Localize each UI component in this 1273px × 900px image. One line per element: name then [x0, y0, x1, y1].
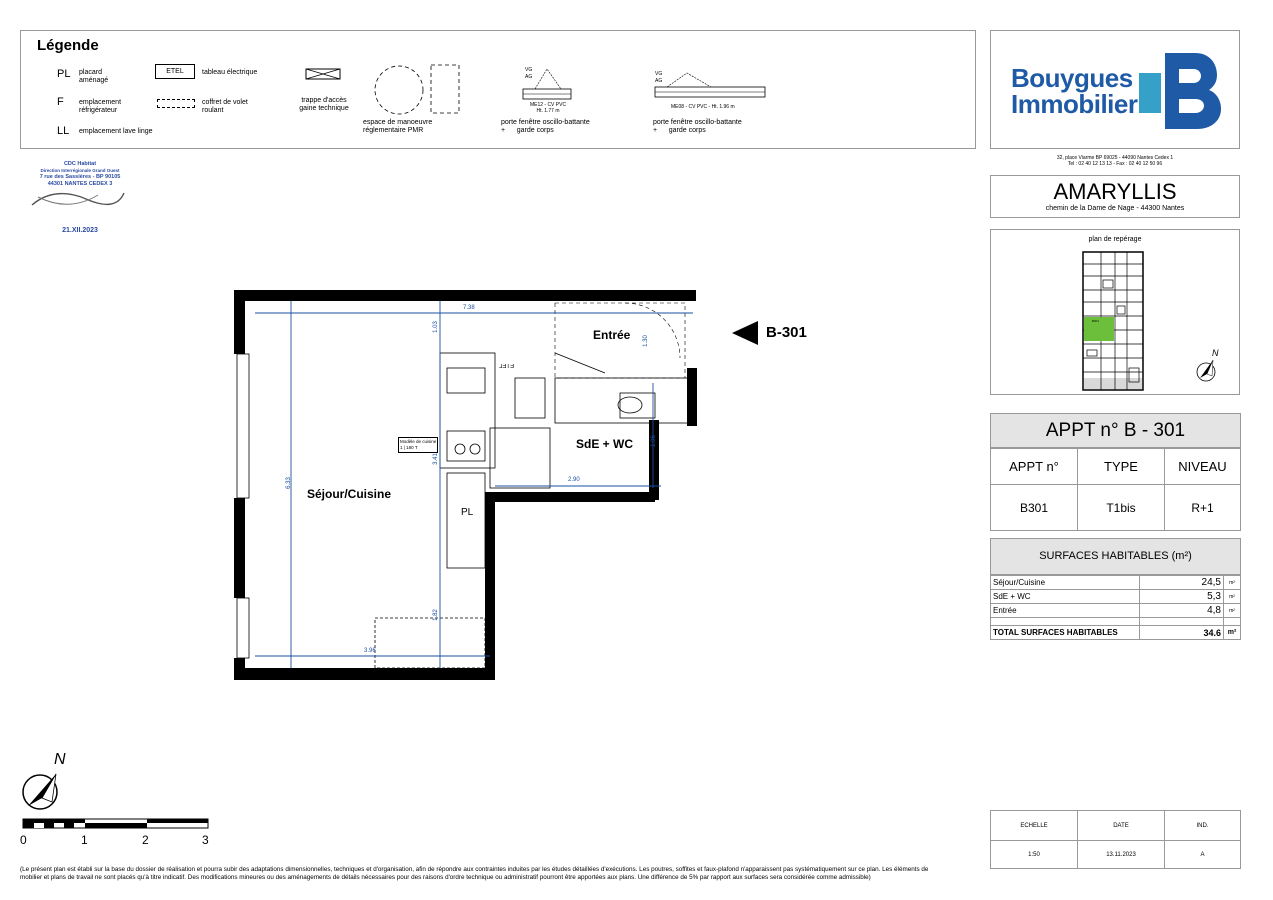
- trappe-icon: [305, 68, 341, 80]
- room-entree-label: Entrée: [593, 328, 631, 342]
- project-address: chemin de la Dame de Nage - 44300 Nantes: [1045, 205, 1185, 212]
- stamp-line-1: CDC Habitat: [63, 161, 97, 167]
- unit-marker-arrow-icon: [732, 321, 758, 345]
- appt-value-num: B301: [991, 485, 1078, 531]
- dim-4: 1.96: [650, 435, 657, 447]
- scale-label-1: 1: [81, 833, 88, 847]
- signature-icon: [28, 187, 128, 211]
- svg-text:N: N: [54, 751, 66, 768]
- svg-text:N: N: [1212, 348, 1219, 358]
- site-plan-icon: [1081, 250, 1145, 392]
- brand-line-2: Immobilier: [1011, 89, 1138, 119]
- north-arrow-icon: [20, 748, 76, 814]
- porte-fenetre-2-icon: [653, 69, 769, 103]
- pmr-label: espace de manoeuvre réglementaire PMR: [363, 119, 433, 134]
- legend-title: Légende: [37, 37, 99, 54]
- stamp-line-4: 44301 NANTES CEDEX 3: [47, 180, 113, 187]
- porte-fenetre-2-code: ME08 - CV PVC - Ht. 1.96 m: [671, 104, 735, 110]
- surface-unit: m²: [1224, 576, 1241, 590]
- dim-bottom: 3.96: [364, 648, 376, 654]
- appt-header-niveau: NIVEAU: [1165, 449, 1241, 485]
- floor-plan: [225, 283, 715, 688]
- footer-header-date: DATE: [1078, 811, 1165, 841]
- brand-line-1: Bouygues: [1011, 63, 1133, 93]
- stamp-line-3: 7 rue des Sassières - BP 90105: [39, 174, 121, 180]
- etel-symbol: ETEL: [155, 64, 195, 79]
- room-pl-label: PL: [461, 507, 474, 518]
- dim-top: 7.38: [463, 305, 475, 311]
- surface-name: Entrée: [991, 604, 1140, 618]
- svg-text:AG: AG: [525, 74, 533, 80]
- surface-value: 4,8: [1140, 604, 1224, 618]
- legend-label-pl: placard aménagé: [79, 69, 109, 84]
- coffret-symbol: [157, 99, 195, 108]
- reperage-unit-label: B301: [1092, 319, 1100, 323]
- footer-value-ind: A: [1165, 841, 1241, 869]
- dim-left: 6.33: [285, 477, 292, 489]
- legend-code-ll: LL: [57, 125, 70, 137]
- svg-text:VG: VG: [525, 67, 533, 73]
- legend-box: [20, 30, 976, 149]
- porte-fenetre-1-icon: [521, 63, 573, 105]
- surface-total-label: TOTAL SURFACES HABITABLES: [991, 626, 1140, 640]
- appt-value-type: T1bis: [1078, 485, 1165, 531]
- reperage-title: plan de repérage: [1088, 236, 1142, 243]
- project-name: AMARYLLIS: [1053, 179, 1177, 204]
- dim-1: 1.03: [432, 321, 439, 333]
- scale-label-0: 0: [20, 833, 27, 847]
- footer-value-date: 13.11.2023: [1078, 841, 1165, 869]
- scale-bar-icon: [22, 817, 212, 831]
- surface-value: 5,3: [1140, 590, 1224, 604]
- footer-header-echelle: ECHELLE: [991, 811, 1078, 841]
- porte-fenetre-1-label: porte fenêtre oscillo-battante + garde corps: [501, 119, 590, 134]
- bouygues-logo-icon: [1139, 49, 1223, 131]
- surface-total-unit: m²: [1224, 626, 1241, 640]
- appt-table: [990, 413, 1241, 531]
- surface-total-value: 34.6: [1140, 626, 1224, 640]
- footer-header-ind: IND.: [1165, 811, 1241, 841]
- svg-text:AG: AG: [655, 78, 663, 84]
- appt-header-type: TYPE: [1078, 449, 1165, 485]
- dim-3: 1.82: [432, 609, 439, 621]
- approval-stamp: [20, 161, 140, 241]
- surface-name: SdE + WC: [991, 590, 1140, 604]
- legend-code-pl: PL: [57, 68, 71, 80]
- room-sejour-label: Séjour/Cuisine: [307, 487, 392, 501]
- kitchen-model-label: Modèle de cuisine 1 | 180 T: [398, 437, 438, 453]
- company-address: 32, place Viarme BP 69025 - 44090 Nantes Cedex 1 Tel : 02 40 12 13 13 - Fax : 02 40 12 50 96: [1056, 155, 1174, 167]
- coffret-label: coffret de volet roulant: [202, 99, 248, 114]
- surface-unit: m²: [1224, 590, 1241, 604]
- legend-label-ll: emplacement lave linge: [79, 128, 153, 135]
- surface-value: 24,5: [1140, 576, 1224, 590]
- footer-table: [990, 810, 1241, 869]
- north-arrow-small-icon: [1194, 346, 1224, 386]
- dim-2: 3.41: [432, 453, 439, 465]
- stamp-line-2: Direction Interrégionale Grand Ouest: [40, 167, 120, 173]
- stamp-date: 21.XII.2023: [62, 227, 98, 234]
- appt-value-niveau: R+1: [1165, 485, 1241, 531]
- legend-label-f: emplacement réfrigérateur: [79, 99, 122, 114]
- svg-text:VG: VG: [655, 71, 663, 77]
- pmr-space-icon: [371, 62, 463, 118]
- trappe-label: trappe d'accès gaine technique: [299, 97, 349, 112]
- porte-fenetre-1-code: ME12 - CV PVC Ht. 1.77 m: [529, 102, 567, 114]
- appt-header-num: APPT n°: [991, 449, 1078, 485]
- dim-sde-width: 2.90: [568, 477, 580, 483]
- brand-box: [990, 30, 1240, 149]
- dim-5: 1.30: [642, 335, 649, 347]
- surfaces-table: [990, 538, 1241, 640]
- etel-plan-label: ETEL: [499, 364, 515, 370]
- surfaces-title: SURFACES HABITABLES (m²): [990, 538, 1241, 575]
- porte-fenetre-2-label: porte fenêtre oscillo-battante + garde corps: [653, 119, 742, 134]
- project-box: [990, 175, 1240, 218]
- surface-name: Séjour/Cuisine: [991, 576, 1140, 590]
- reperage-box: [990, 229, 1240, 395]
- footer-value-echelle: 1:50: [991, 841, 1078, 869]
- etel-label: tableau électrique: [202, 69, 258, 76]
- disclaimer: (Le présent plan est établi sur la base du dossier de réalisation et pourra subir des adaptations dimensionnelles, techniques et d'organisation, afin de répondre aux contraintes induites par les études détaillées d'exécutions. Les poutres, soffites et faux-plafond n'apparaissent pas systématiquement sur ce plan. Les éléments de mobilier et plans de travail ne sont placés qu'à titre indicatif. Des modifications mineures ou des aménagements de détails nécessaires pour des raisons d'ordre technique ou administratif pourront être apportées aux plans. Une différence de 5% par rapport aux surfaces sera considérée comme admissible): [20, 866, 929, 881]
- scale-label-3: 3: [202, 833, 209, 847]
- room-sde-label: SdE + WC: [576, 437, 634, 451]
- scale-label-2: 2: [142, 833, 149, 847]
- legend-code-f: F: [57, 96, 64, 108]
- appt-title: APPT n° B - 301: [990, 413, 1241, 448]
- unit-marker-label: B-301: [766, 324, 807, 341]
- surface-unit: m²: [1224, 604, 1241, 618]
